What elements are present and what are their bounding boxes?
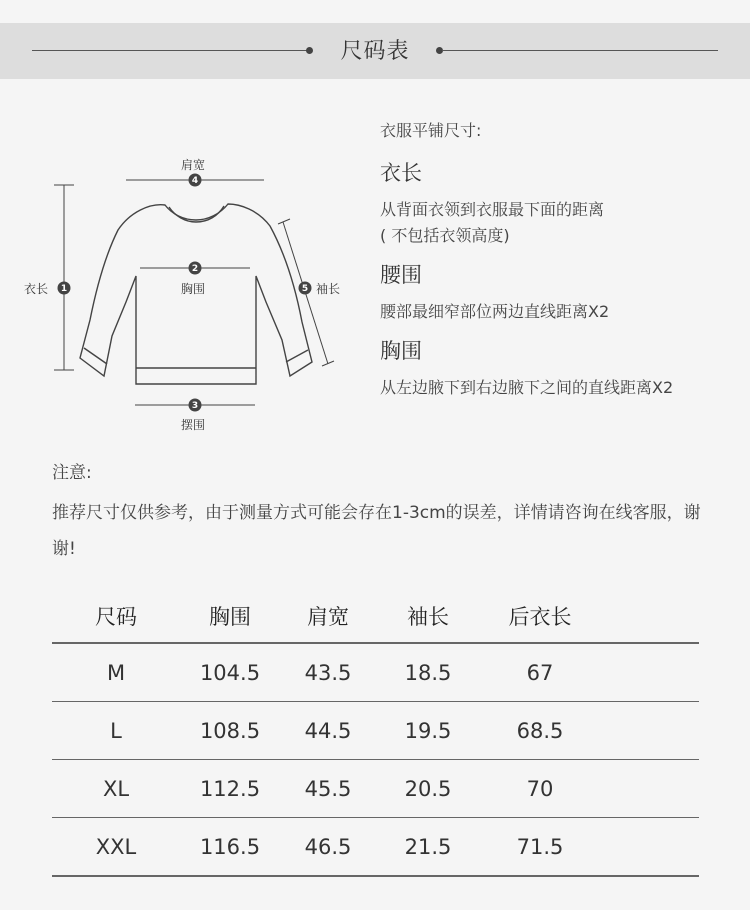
col-header-size: 尺码 [52, 590, 180, 643]
header-divider-left [32, 50, 308, 51]
col-header-sleeve: 袖长 [376, 590, 480, 643]
cell-sleeve: 21.5 [376, 818, 480, 877]
table-row [52, 818, 699, 877]
desc-length-line2: ( 不包括衣领高度) [380, 226, 510, 245]
note-text: 推荐尺寸仅供参考，由于测量方式可能会存在1-3cm的误差，详情请咨询在线客服，谢谢! [52, 503, 701, 559]
cell-shoulder: 44.5 [280, 702, 376, 760]
shoulder-num: 4 [191, 176, 199, 186]
table-header-row [52, 590, 699, 643]
desc-length [380, 197, 745, 249]
cell-chest: 112.5 [180, 760, 280, 818]
desc-length-line1: 从背面衣领到衣服最下面的距离 [380, 200, 605, 219]
hem-num: 3 [191, 401, 199, 411]
cell-sleeve: 19.5 [376, 702, 480, 760]
col-header-shoulder: 肩宽 [280, 590, 376, 643]
cell-size: XL [52, 760, 180, 818]
cell-back-length: 67 [480, 643, 600, 702]
sleeve-num: 5 [301, 284, 309, 294]
cell-shoulder: 43.5 [280, 643, 376, 702]
cell-shoulder: 45.5 [280, 760, 376, 818]
size-table [52, 590, 699, 877]
hem-label: 摆围 [181, 418, 206, 432]
table-row [52, 702, 699, 760]
cell-back-length: 68.5 [480, 702, 600, 760]
term-length: 衣长 [380, 161, 422, 185]
header-dot-left [306, 47, 313, 54]
explanation-intro: 衣服平铺尺寸: [380, 121, 482, 140]
garment-diagram [0, 140, 370, 440]
chest-num: 2 [191, 264, 199, 274]
term-chest: 胸围 [380, 339, 422, 363]
cell-back-length: 71.5 [480, 818, 600, 877]
col-header-chest: 胸围 [180, 590, 280, 643]
cell-empty [600, 760, 699, 818]
sleeve-label: 袖长 [316, 282, 341, 296]
term-waist: 腰围 [380, 263, 422, 287]
header-divider-right [442, 50, 718, 51]
desc-waist: 腰部最细窄部位两边直线距离X2 [380, 302, 610, 321]
cell-empty [600, 818, 699, 877]
col-header-back-length: 后衣长 [480, 590, 600, 643]
cell-sleeve: 18.5 [376, 643, 480, 702]
length-label: 衣长 [24, 282, 49, 296]
cell-back-length: 70 [480, 760, 600, 818]
cell-size: L [52, 702, 180, 760]
cell-chest: 108.5 [180, 702, 280, 760]
cell-size: XXL [52, 818, 180, 877]
cell-chest: 104.5 [180, 643, 280, 702]
cell-empty [600, 643, 699, 702]
cell-size: M [52, 643, 180, 702]
page-title: 尺码表 [340, 39, 410, 64]
cell-chest: 116.5 [180, 818, 280, 877]
note-heading: 注意: [52, 463, 92, 483]
length-num: 1 [60, 284, 68, 294]
table-row [52, 643, 699, 702]
cell-empty [600, 702, 699, 760]
cell-shoulder: 46.5 [280, 818, 376, 877]
cell-sleeve: 20.5 [376, 760, 480, 818]
chest-label: 胸围 [181, 282, 206, 296]
col-header-empty [600, 590, 699, 643]
table-row [52, 760, 699, 818]
shoulder-label: 肩宽 [181, 158, 206, 172]
measurement-explanations [380, 118, 745, 411]
note-section [52, 458, 712, 567]
desc-chest: 从左边腋下到右边腋下之间的直线距离X2 [380, 378, 674, 397]
